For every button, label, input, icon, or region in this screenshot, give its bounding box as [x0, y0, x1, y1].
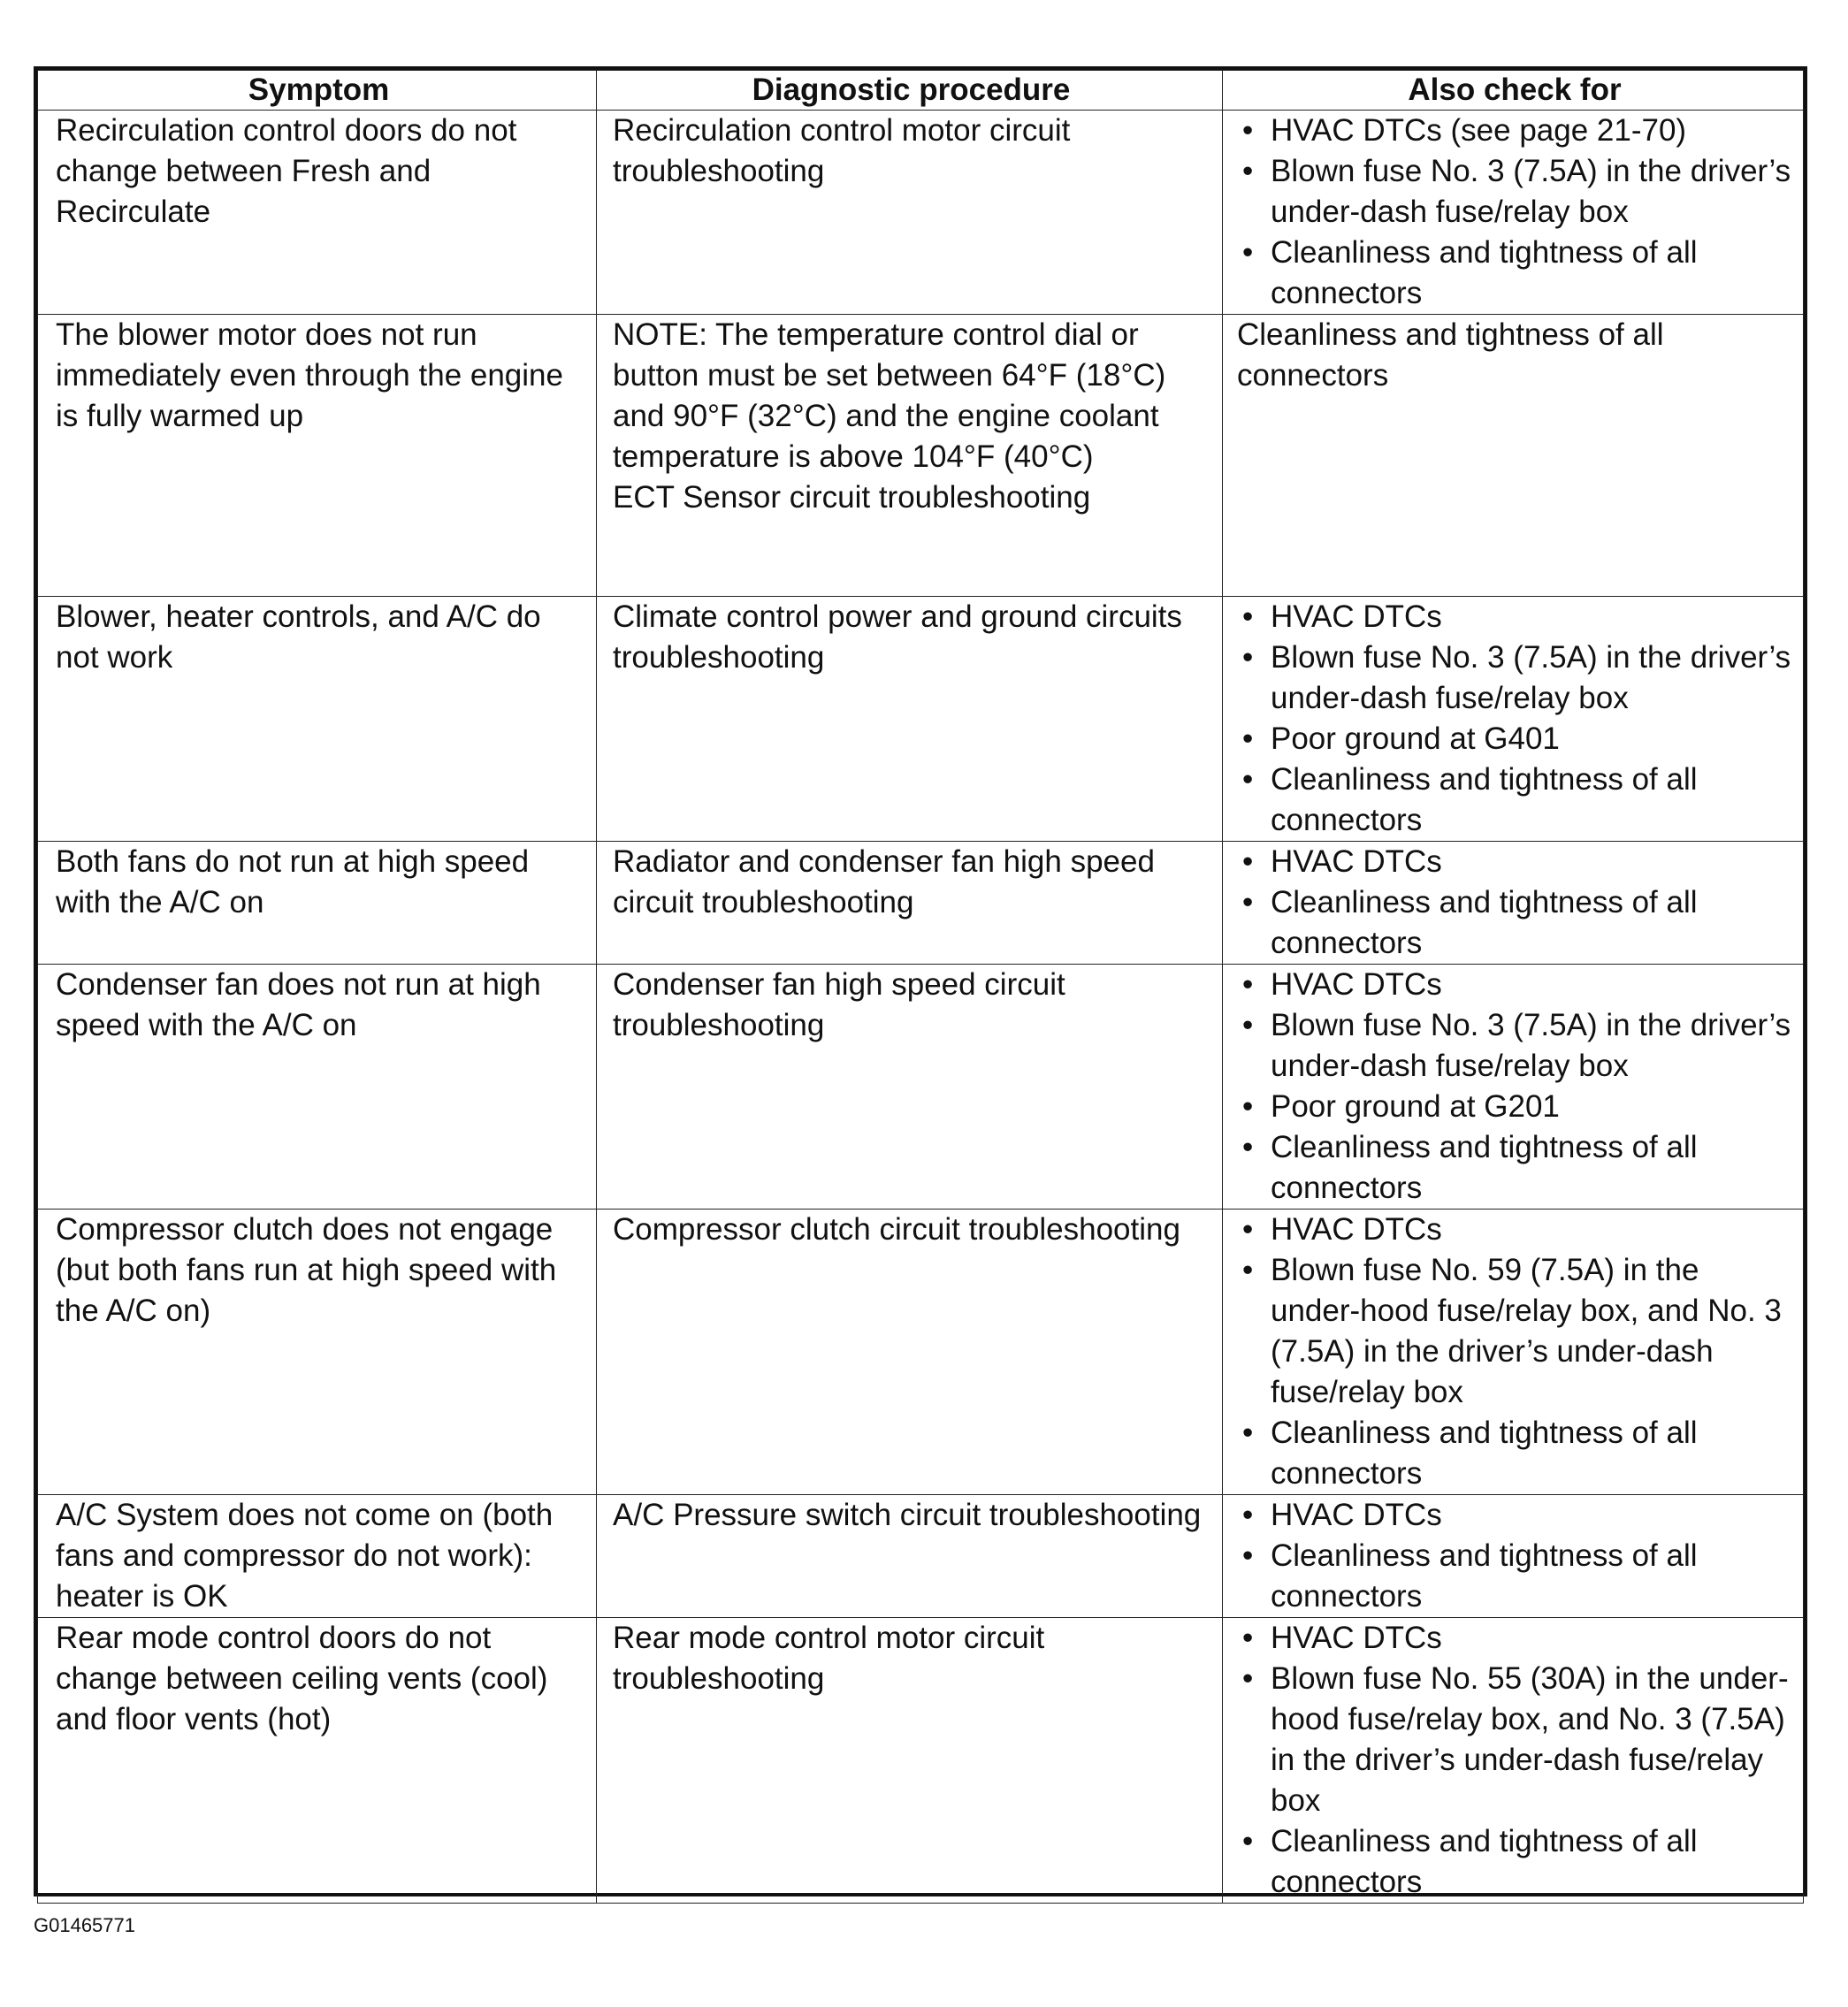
- procedure-text: Recirculation control motor circuit troubleshooting: [613, 113, 1071, 188]
- check-list: [1237, 597, 1796, 841]
- header-also-check-for: Also check for: [1223, 71, 1804, 111]
- symptom-cell: Both fans do not run at high speed with the A/C on: [38, 842, 597, 965]
- check-list: [1237, 965, 1796, 1209]
- check-item: • Poor ground at G401: [1237, 719, 1796, 759]
- check-item: • HVAC DTCs: [1237, 1495, 1796, 1536]
- symptom-cell: Compressor clutch does not engage (but both fans run at high speed with the A/C on): [38, 1210, 597, 1495]
- table-row: [38, 842, 1804, 965]
- diagnostic-table-frame: [34, 66, 1807, 1899]
- check-item: • Blown fuse No. 3 (7.5A) in the driver’s under-dash fuse/relay box: [1237, 637, 1796, 719]
- procedure-cell: [597, 597, 1223, 842]
- procedure-text: Radiator and condenser fan high speed circuit troubleshooting: [613, 844, 1155, 920]
- procedure-cell: [597, 111, 1223, 315]
- check-list: [1237, 1210, 1796, 1494]
- symptom-cell: Condenser fan does not run at high speed with the A/C on: [38, 965, 597, 1210]
- symptom-cell: A/C System does not come on (both fans and compressor do not work): heater is OK: [38, 1495, 597, 1618]
- check-item: • Blown fuse No. 3 (7.5A) in the driver’s under-dash fuse/relay box: [1237, 151, 1796, 233]
- check-item: • Cleanliness and tightness of all connectors: [1237, 1127, 1796, 1209]
- procedure-text: Climate control power and ground circuits troubleshooting: [613, 599, 1182, 675]
- table-row: [38, 1495, 1804, 1618]
- procedure-text: Rear mode control motor circuit troubleshooting: [613, 1621, 1045, 1696]
- procedure-text: ECT Sensor circuit troubleshooting: [613, 480, 1091, 515]
- table-header-row: [38, 71, 1804, 111]
- check-item: • Cleanliness and tightness of all connectors: [1237, 1536, 1796, 1617]
- also-check-cell: [1223, 842, 1804, 965]
- header-diagnostic-procedure: Diagnostic procedure: [597, 71, 1223, 111]
- check-item: • Poor ground at G201: [1237, 1087, 1796, 1127]
- check-item: • HVAC DTCs: [1237, 842, 1796, 882]
- check-list: [1237, 842, 1796, 964]
- table-row: [38, 1210, 1804, 1495]
- table-row: [38, 111, 1804, 315]
- procedure-text: Condenser fan high speed circuit troubleshooting: [613, 967, 1065, 1042]
- procedure-cell: [597, 965, 1223, 1210]
- symptom-cell: Rear mode control doors do not change between ceiling vents (cool) and floor vents (hot): [38, 1618, 597, 1904]
- check-list: [1237, 111, 1796, 314]
- check-item: • Blown fuse No. 3 (7.5A) in the driver’s under-dash fuse/relay box: [1237, 1005, 1796, 1087]
- symptom-cell: The blower motor does not run immediately even through the engine is fully warmed up: [38, 315, 597, 597]
- table-row: [38, 965, 1804, 1210]
- check-item: • Cleanliness and tightness of all connectors: [1237, 882, 1796, 964]
- also-check-cell: [1223, 1210, 1804, 1495]
- check-item: • Cleanliness and tightness of all connectors: [1237, 1413, 1796, 1494]
- symptom-cell: Recirculation control doors do not change between Fresh and Recirculate: [38, 111, 597, 315]
- procedure-cell: [597, 842, 1223, 965]
- check-item: • Cleanliness and tightness of all connectors: [1237, 759, 1796, 841]
- check-item: • Blown fuse No. 59 (7.5A) in the under-hood fuse/relay box, and No. 3 (7.5A) in the driver’s under-dash fuse/relay box: [1237, 1250, 1796, 1413]
- also-check-cell: [1223, 1618, 1804, 1904]
- check-item: • HVAC DTCs: [1237, 597, 1796, 637]
- table-row: [38, 315, 1804, 597]
- procedure-cell: [597, 1618, 1223, 1904]
- check-text: Cleanliness and tightness of all connectors: [1237, 317, 1664, 393]
- figure-id: G01465771: [34, 1914, 135, 1936]
- also-check-cell: [1223, 597, 1804, 842]
- also-check-cell: [1223, 965, 1804, 1210]
- symptom-cell: Blower, heater controls, and A/C do not work: [38, 597, 597, 842]
- also-check-cell: [1223, 111, 1804, 315]
- check-list: [1237, 1495, 1796, 1617]
- check-item: • HVAC DTCs (see page 21-70): [1237, 111, 1796, 151]
- table-row: [38, 1618, 1804, 1904]
- check-item: • Cleanliness and tightness of all connectors: [1237, 233, 1796, 314]
- procedure-cell: [597, 1495, 1223, 1618]
- procedure-text: NOTE: The temperature control dial or button must be set between 64°F (18°C) and 90°F (32°C) and the engine coolant temperature is above 104°F (40°C): [613, 317, 1166, 474]
- check-item: • HVAC DTCs: [1237, 965, 1796, 1005]
- check-item: • Blown fuse No. 55 (30A) in the under-hood fuse/relay box, and No. 3 (7.5A) in the driver’s under-dash fuse/relay box: [1237, 1659, 1796, 1821]
- header-symptom: Symptom: [38, 71, 597, 111]
- table-row: [38, 597, 1804, 842]
- check-item: • Cleanliness and tightness of all connectors: [1237, 1821, 1796, 1903]
- procedure-text: Compressor clutch circuit troubleshooting: [613, 1212, 1180, 1247]
- procedure-cell: [597, 1210, 1223, 1495]
- also-check-cell: [1223, 1495, 1804, 1618]
- check-item: • HVAC DTCs: [1237, 1618, 1796, 1659]
- check-list: [1237, 1618, 1796, 1903]
- procedure-text: A/C Pressure switch circuit troubleshooting: [613, 1498, 1202, 1532]
- table-body: [38, 111, 1804, 1904]
- check-item: • HVAC DTCs: [1237, 1210, 1796, 1250]
- procedure-cell: [597, 315, 1223, 597]
- also-check-cell: [1223, 315, 1804, 597]
- diagnostic-table: [37, 70, 1804, 1904]
